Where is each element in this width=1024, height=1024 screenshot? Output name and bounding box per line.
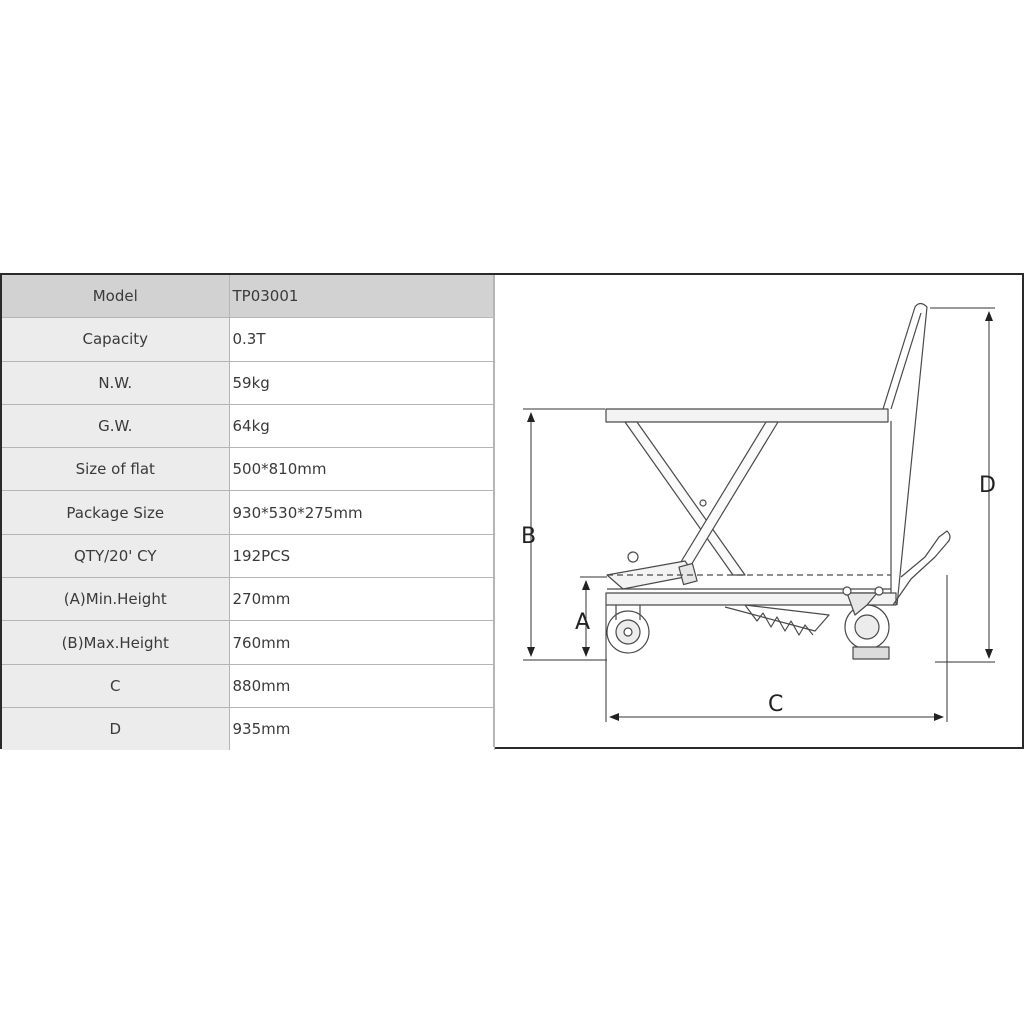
spec-table — [2, 275, 495, 750]
spec-label: N.W. — [2, 361, 229, 404]
dimension-b-label: B — [521, 524, 537, 549]
lift-table-drawing — [495, 275, 1022, 747]
spec-value: 880mm — [229, 664, 494, 707]
spec-value: 0.3T — [229, 318, 494, 361]
spec-value: 59kg — [229, 361, 494, 404]
lift-table-svg — [495, 275, 1022, 747]
spec-label: C — [2, 664, 229, 707]
spec-value: 760mm — [229, 621, 494, 664]
spec-value: TP03001 — [229, 275, 494, 318]
spec-value: 935mm — [229, 707, 494, 750]
spec-value: 192PCS — [229, 534, 494, 577]
spec-label: (A)Min.Height — [2, 578, 229, 621]
spec-label: QTY/20' CY — [2, 534, 229, 577]
dimension-d-label: D — [979, 473, 996, 498]
table-row-dimension-d — [2, 707, 494, 750]
table-row-max-height — [2, 621, 494, 664]
dimension-c-label: C — [768, 692, 784, 717]
spec-label: D — [2, 707, 229, 750]
spec-label: Capacity — [2, 318, 229, 361]
table-divider — [493, 275, 494, 747]
table-row-model — [2, 275, 494, 318]
lift-table-illustration — [606, 304, 950, 660]
table-row-capacity — [2, 318, 494, 361]
table-row-dimension-c — [2, 664, 494, 707]
table-row-gross-weight — [2, 404, 494, 447]
dimension-a-label: A — [575, 610, 591, 635]
table-row-min-height — [2, 578, 494, 621]
spec-label: (B)Max.Height — [2, 621, 229, 664]
spec-label: Package Size — [2, 491, 229, 534]
spec-label: Model — [2, 275, 229, 318]
spec-label: G.W. — [2, 404, 229, 447]
spec-value: 64kg — [229, 404, 494, 447]
spec-value: 500*810mm — [229, 448, 494, 491]
table-row-net-weight — [2, 361, 494, 404]
spec-label: Size of flat — [2, 448, 229, 491]
table-row-container-qty — [2, 534, 494, 577]
spec-value: 270mm — [229, 578, 494, 621]
spec-value: 930*530*275mm — [229, 491, 494, 534]
table-row-package-size — [2, 491, 494, 534]
spec-sheet — [0, 273, 1024, 749]
table-row-size-of-flat — [2, 448, 494, 491]
